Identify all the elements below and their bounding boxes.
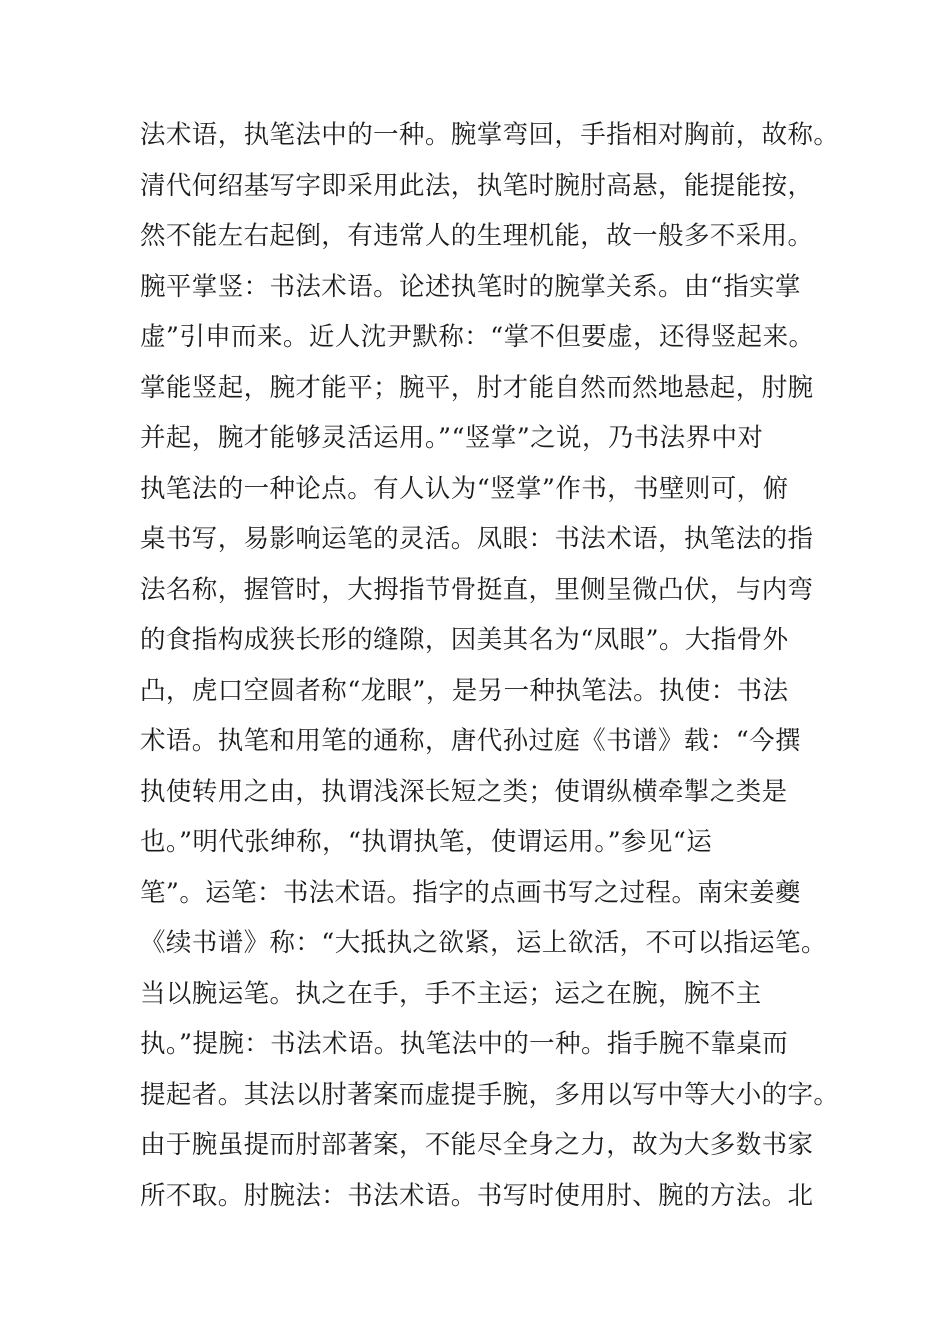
text-line: 腕平掌竖：书法术语。论述执笔时的腕掌关系。由“指实掌 — [140, 271, 801, 302]
text-line: 《续书谱》称：“大抵执之欲紧，运上欲活，不可以指运笔。 — [140, 928, 827, 958]
text-line: 桌书写，易影响运笔的灵活。凤眼：书法术语，执笔法的指 — [140, 524, 814, 554]
text-line: 清代何绍基写字即采用此法，执笔时腕肘高悬，能提能按， — [140, 170, 814, 201]
text-line: 也。”明代张绅称，“执谓执笔，使谓运用。”参见“运 — [140, 827, 713, 857]
text-line: 笔”。运笔：书法术语。指字的点画书写之过程。南宋姜夔 — [140, 877, 801, 908]
text-line: 凸，虎口空圆者称“龙眼”，是另一种执笔法。执使：书法 — [140, 675, 789, 706]
text-line: 法术语，执笔法中的一种。腕掌弯回，手指相对胸前，故称。 — [140, 120, 840, 150]
text-line: 法名称，握管时，大拇指节骨挺直，里侧呈微凸伏，与内弯 — [140, 574, 814, 605]
text-line: 执使转用之由，执谓浅深长短之类；使谓纵横牵掣之类是 — [140, 776, 788, 807]
text-line: 执笔法的一种论点。有人认为“竖掌”作书，书壁则可，俯 — [140, 473, 789, 504]
text-line: 所不取。肘腕法：书法术语。书写时使用肘、腕的方法。北 — [140, 1180, 814, 1211]
text-line: 的食指构成狭长形的缝隙，因美其名为“凤眼”。大指骨外 — [140, 625, 789, 655]
text-line: 并起，腕才能够灵活运用。”“竖掌”之说，乃书法界中对 — [140, 423, 764, 453]
text-line: 虚”引申而来。近人沈尹默称：“掌不但要虚，还得竖起来。 — [140, 322, 815, 352]
body-text — [140, 110, 840, 1221]
text-line: 由于腕虽提而肘部著案，不能尽全身之力，故为大多数书家 — [140, 1130, 814, 1160]
text-line: 执。”提腕：书法术语。执笔法中的一种。指手腕不靠桌而 — [140, 1029, 789, 1059]
text-line: 掌能竖起，腕才能平；腕平，肘才能自然而然地悬起，肘腕 — [140, 372, 814, 403]
text-line: 术语。执笔和用笔的通称，唐代孙过庭《书谱》载：“今撰 — [140, 726, 801, 756]
text-line: 提起者。其法以肘著案而虚提手腕，多用以写中等大小的字。 — [140, 1079, 840, 1110]
text-line: 然不能左右起倒，有违常人的生理机能，故一般多不采用。 — [140, 221, 814, 251]
text-line: 当以腕运笔。执之在手，手不主运；运之在腕，腕不主 — [140, 978, 762, 1009]
